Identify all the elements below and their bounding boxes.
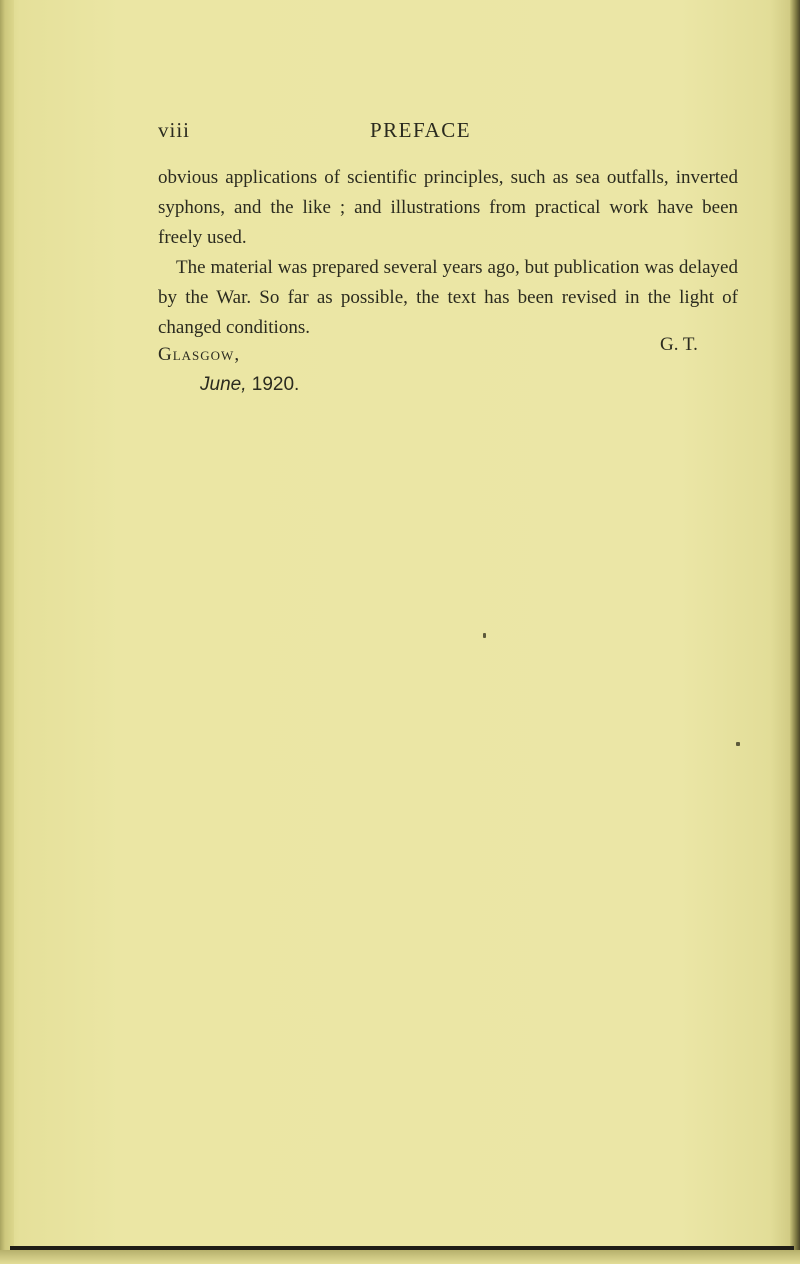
date-month: June, xyxy=(200,374,247,395)
paragraph-1: obvious applications of scientific principles, such as sea outfalls, inverted syphons, and the like ; and illustrations from practical work have been freely used. xyxy=(158,167,738,248)
page-header xyxy=(158,118,738,148)
page-left-edge xyxy=(0,0,14,1264)
running-head: PREFACE xyxy=(370,118,472,142)
page-bottom-edge xyxy=(0,1250,800,1264)
preface-body xyxy=(158,163,738,343)
page-right-edge xyxy=(790,0,800,1264)
date-line xyxy=(200,374,299,396)
author-initials: G. T. xyxy=(660,334,698,355)
date-year: 1920. xyxy=(251,374,300,395)
paper-speck xyxy=(483,633,486,638)
paragraph-2: The material was prepared several years ago, but publication was delayed by the War. So far as possible, the text has been revised in the light of changed conditions. xyxy=(158,257,738,338)
place-line: Glasgow, xyxy=(158,344,241,365)
paper-speck xyxy=(736,742,740,746)
page-number: viii xyxy=(158,118,191,142)
